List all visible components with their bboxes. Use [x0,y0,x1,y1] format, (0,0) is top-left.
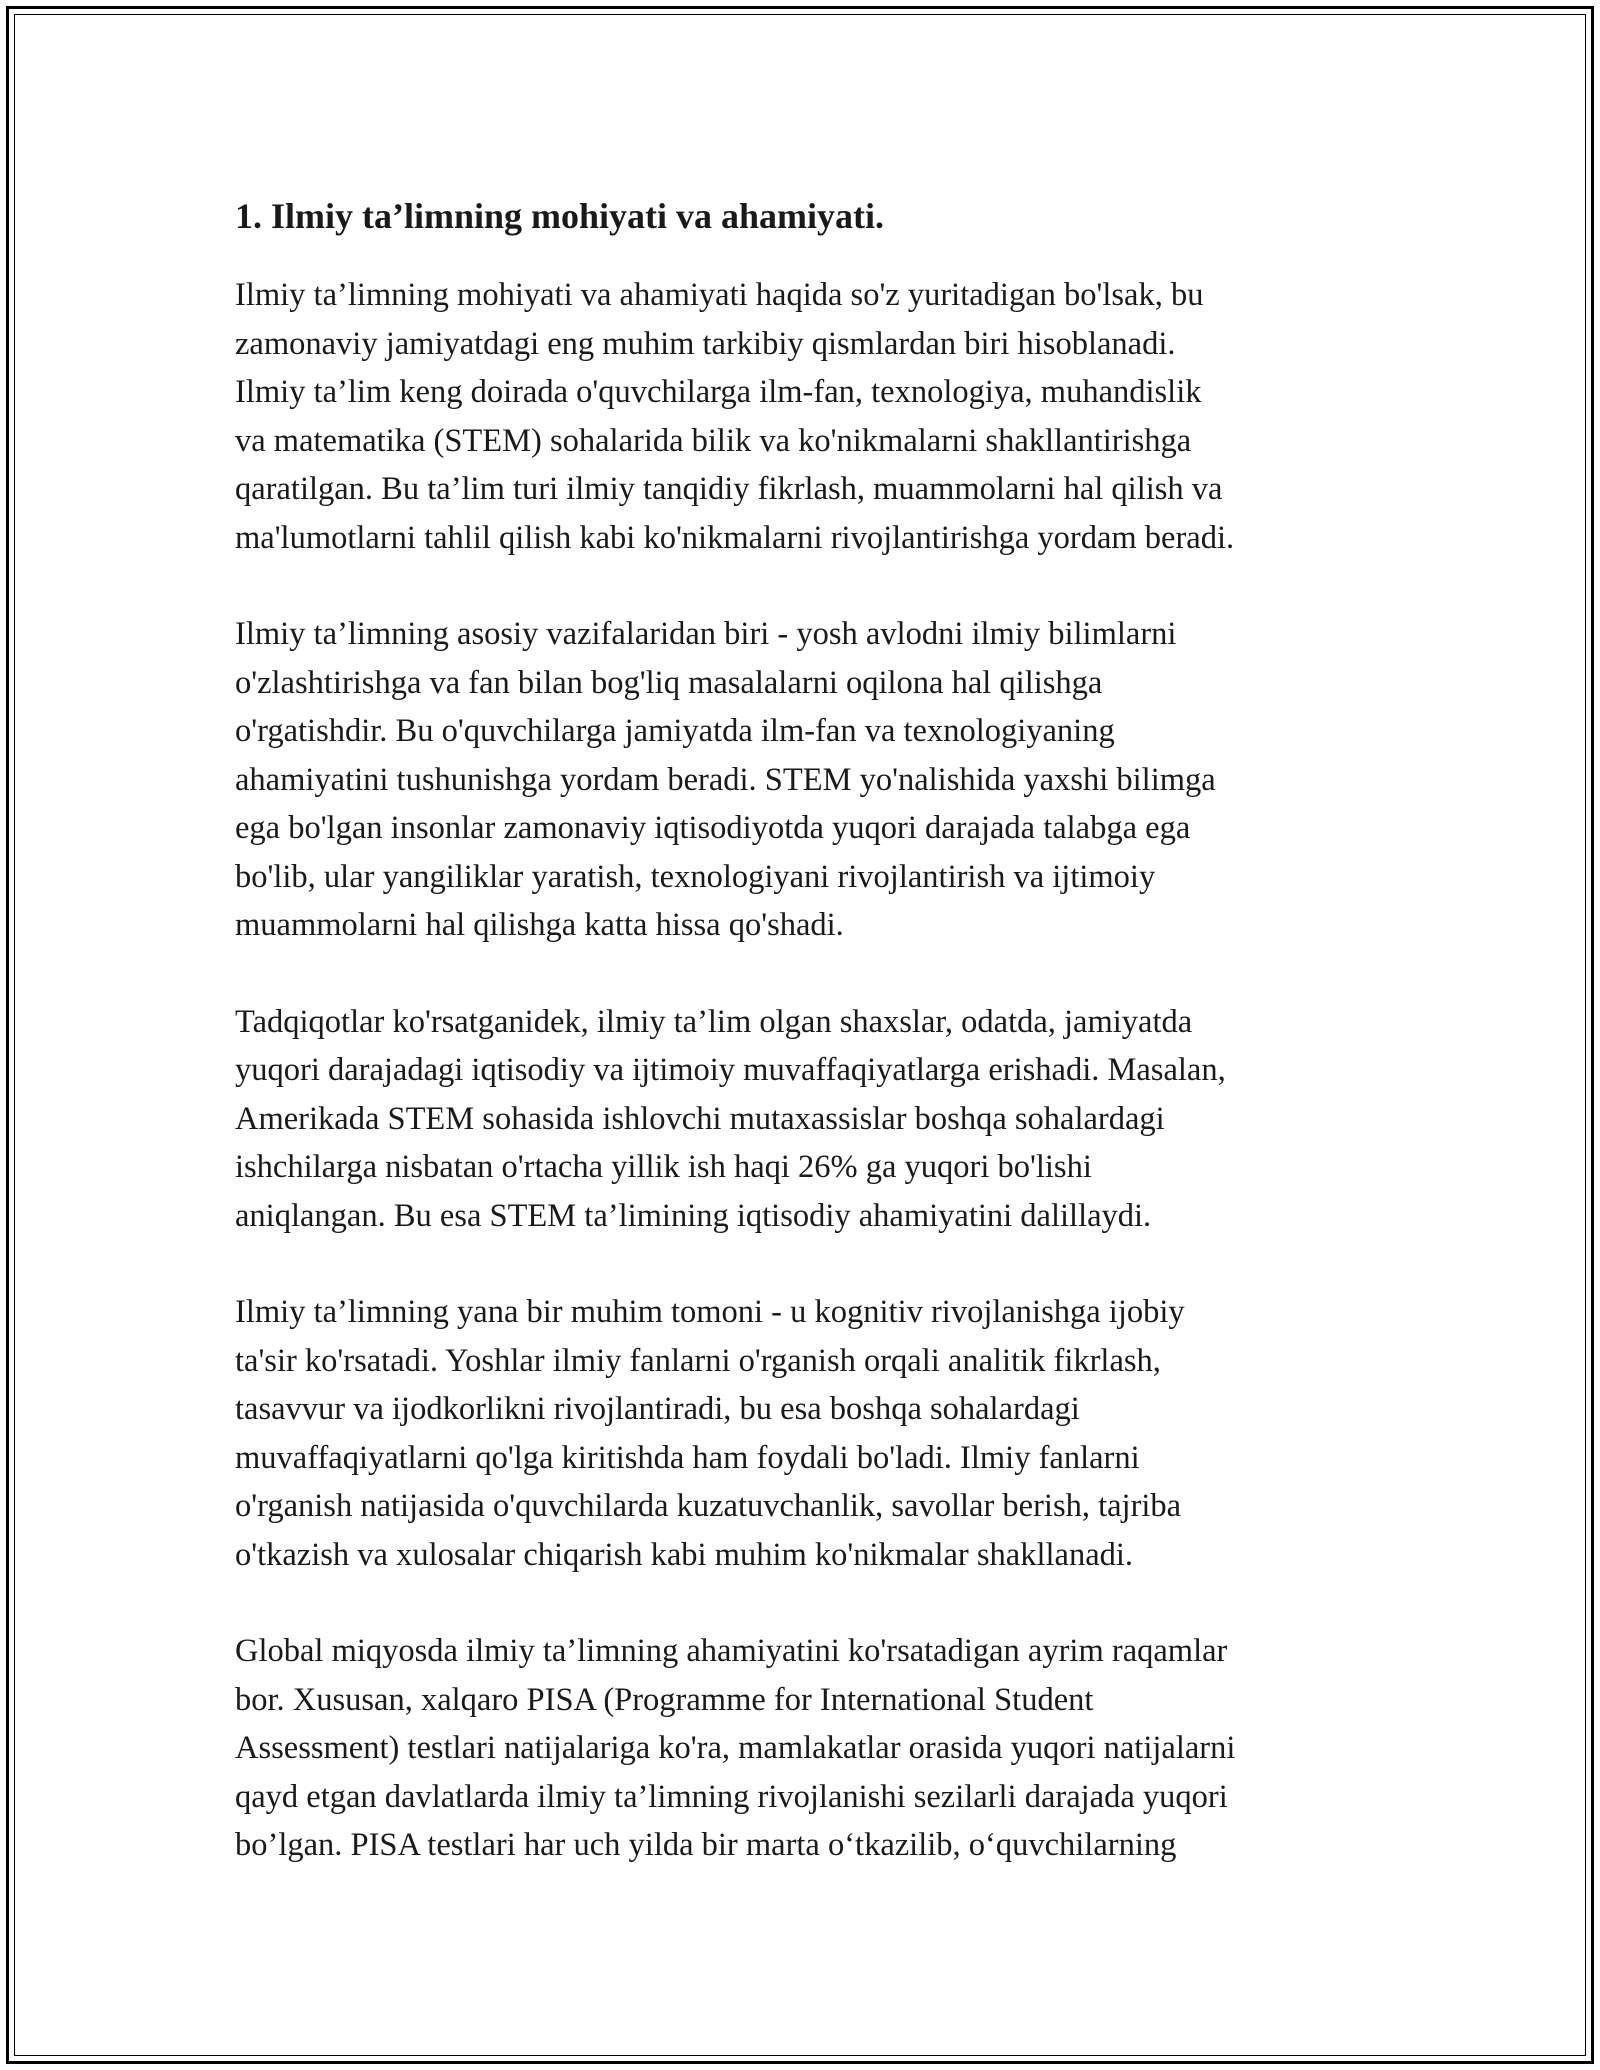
text-line: qayd etgan davlatlarda ilmiy ta’limning rivojlanishi sezilarli darajada yuqori [235,1778,1228,1815]
text-line: ishchilarga nisbatan o'rtacha yillik ish haqi 26% ga yuqori bo'lishi [235,1149,1092,1185]
text-line: o'tkazish va xulosalar chiqarish kabi muhim ko'nikmalar shakllanadi. [235,1536,1134,1573]
text-line: Amerikada STEM sohasida ishlovchi mutaxassislar boshqa sohalardagi [235,1100,1165,1137]
document-body [235,186,1375,1918]
text-line: tasavvur va ijodkorlikni rivojlantiradi, bu esa boshqa sohalardagi [235,1391,1080,1427]
text-line: ahamiyatini tushunishga yordam beradi. STEM yo'nalishida yaxshi bilimga [235,761,1216,798]
text-line: Global miqyosda ilmiy ta’limning ahamiyatini ko'rsatadigan ayrim raqamlar [235,1633,1228,1669]
text-line: bor. Xususan, xalqaro PISA (Programme for International Student [235,1681,1094,1718]
text-line: ma'lumotlarni tahlil qilish kabi ko'nikmalarni rivojlantirishga yordam beradi. [235,519,1235,556]
text-line: o'rgatishdir. Bu o'quvchilarga jamiyatda ilm-fan va texnologiyaning [235,713,1115,749]
paragraph-2 [235,610,1375,950]
text-line: Ilmiy ta’limning yana bir muhim tomoni - u kognitiv rivojlanishga ijobiy [235,1294,1185,1330]
paragraph-5 [235,1627,1375,1870]
text-line: Ilmiy ta’limning asosiy vazifalaridan biri - yosh avlodni ilmiy bilimlarni [235,616,1177,652]
text-line: aniqlangan. Bu esa STEM ta’limining iqtisodiy ahamiyatini dalillaydi. [235,1197,1152,1234]
text-line: o'rganish natijasida o'quvchilarda kuzatuvchanlik, savollar berish, tajriba [235,1488,1182,1524]
text-line: o'zlashtirishga va fan bilan bog'liq masalalarni oqilona hal qilishga [235,664,1103,701]
paragraph-4 [235,1288,1375,1579]
text-line: Ilmiy ta’limning mohiyati va ahamiyati haqida so'z yuritadigan bo'lsak, bu [235,277,1204,313]
text-line: qaratilgan. Bu ta’lim turi ilmiy tanqidiy fikrlash, muammolarni hal qilish va [235,471,1223,507]
section-heading: 1. Ilmiy ta’limning mohiyati va ahamiyati. [235,196,885,236]
text-line: muvaffaqiyatlarni qo'lga kiritishda ham foydali bo'ladi. Ilmiy fanlarni [235,1439,1140,1476]
paragraph-3 [235,998,1375,1241]
text-line: zamonaviy jamiyatdagi eng muhim tarkibiy qismlardan biri hisoblanadi. [235,325,1176,362]
paragraph-1 [235,271,1375,562]
text-line: ta'sir ko'rsatadi. Yoshlar ilmiy fanlarni o'rganish orqali analitik fikrlash, [235,1342,1161,1379]
text-line: Assessment) testlari natijalariga ko'ra, mamlakatlar orasida yuqori natijalarni [235,1730,1236,1766]
text-line: Ilmiy ta’lim keng doirada o'quvchilarga ilm-fan, texnologiya, muhandislik [235,374,1202,410]
text-line: bo’lgan. PISA testlari har uch yilda bir marta o‘tkazilib, o‘quvchilarning [235,1827,1177,1863]
text-line: Tadqiqotlar ko'rsatganidek, ilmiy ta’lim olgan shaxslar, odatda, jamiyatda [235,1003,1193,1040]
text-line: muammolarni hal qilishga katta hissa qo'shadi. [235,907,844,943]
text-line: ega bo'lgan insonlar zamonaviy iqtisodiyotda yuqori darajada talabga ega [235,810,1191,846]
text-line: yuqori darajadagi iqtisodiy va ijtimoiy muvaffaqiyatlarga erishadi. Masalan, [235,1052,1226,1088]
text-line: va matematika (STEM) sohalarida bilik va ko'nikmalarni shakllantirishga [235,422,1192,459]
text-line: bo'lib, ular yangiliklar yaratish, texnologiyani rivojlantirish va ijtimoiy [235,858,1156,895]
